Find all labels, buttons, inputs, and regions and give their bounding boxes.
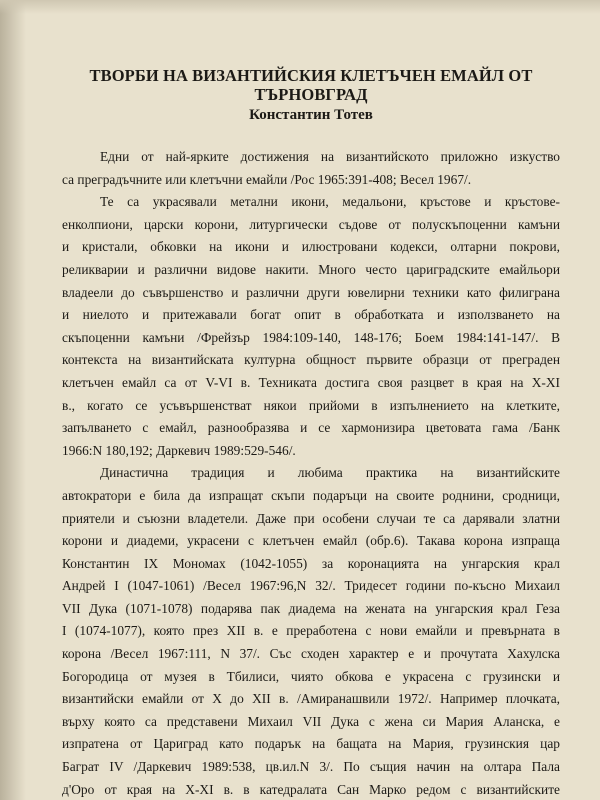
body-line: VII Дука (1071-1078) подарява пак диадема на жената на унгарския крал Геза (62, 600, 560, 616)
body-line: са преградъчните или клетъчни емайли /Рос 1965:391-408; Весел 1967/. (62, 171, 472, 187)
body-line: корона /Весел 1967:111, N 37/. Със сходен характер е и прочутата Хахулска (62, 646, 560, 662)
body-line: енколпиони, царски корони, литургически съдове от полускъпоценни камъни (62, 216, 560, 232)
body-line: Едни от най-ярките достижения на византийското приложно изкуство (100, 149, 560, 164)
body-line: приятели и съюзни владетели. Даже при особени случаи те са дарявали златни (62, 510, 560, 526)
body-line: Константин IX Мономах (1042-1055) за коронацията на унгарския крал (62, 555, 560, 571)
article-title-line-2: ТЪРНОВГРАД (254, 85, 368, 104)
body-line: скъпоценни камъни /Фрейзър 1984:109-140, 148-176; Боем 1984:141-147/. В (62, 329, 560, 345)
body-line: и кристали, обковки на икони и илюстровани кодекси, олтарни покрови, (62, 239, 560, 255)
body-line: Те са украсявали метални икони, медальони, кръстове и кръстове- (100, 194, 560, 210)
body-line: 1966:N 180,192; Даркевич 1989:529-546/. (62, 442, 296, 458)
body-line: д'Оро от края на X-XI в. в катедралата Сан Марко редом с византийските (62, 781, 560, 797)
page-top-shadow (0, 0, 600, 14)
article-title (62, 66, 560, 104)
body-line: владеели до съвършенство и различни други ювелирни техники като филиграна (62, 284, 560, 300)
body-line: и ниелото и притежавали богат опит в обработката и използването на (62, 307, 560, 323)
body-line: реликварии и различни видове накити. Много често цариградските емайльори (62, 261, 560, 277)
article-title-line-1: ТВОРБИ НА ВИЗАНТИЙСКИЯ КЛЕТЪЧЕН ЕМАЙЛ ОТ (89, 66, 533, 85)
body-line: византийски емайли от X до XII в. /Амиранашвили 1972/. Например плочката, (62, 691, 560, 707)
body-line: изпратена от Цариград като подарък на бащата на Мария, грузинския цар (62, 736, 560, 752)
body-line: Баграт IV /Даркевич 1989:538, цв.ил.N 3/. По същия начин на олтара Пала (62, 759, 560, 775)
body-line: автократори е била да изпращат скъпи подаръци на своите роднини, сродници, (62, 487, 560, 503)
body-line: върху която са представени Михаил VII Дука с жена си Мария Аланска, е (62, 713, 560, 729)
body-line: корони и диадеми, украсени с клетъчен емайл (обр.6). Такава корона изпраща (62, 533, 560, 549)
body-line: клетъчен емайл са от V-VI в. Техниката достига своя разцвет в края на X-XI (62, 374, 560, 390)
body-line: контекста на византийската културна общност първите образци от преграден (62, 352, 560, 368)
body-line: в., когато се усъвършенстват някои прийоми в изпълнението на клетките, (62, 397, 560, 413)
body-line: I (1074-1077), която през XII в. е преработена с нови емайли и превърната в (62, 623, 560, 639)
page-edge-shadow (0, 0, 26, 800)
article-author: Константин Тотев (249, 107, 373, 123)
body-line: Богородица от музея в Тбилиси, чиято обкова е украсена с грузински и (62, 668, 560, 684)
body-line: запълването с емайл, разнообразява и се хармонизира цветовата гама /Банк (62, 420, 560, 436)
body-line: Династична традиция и любима практика на византийските (100, 465, 560, 481)
body-line: Андрей I (1047-1061) /Весел 1967:96,N 32/. Тридесет години по-късно Михаил (62, 578, 560, 594)
article-body (62, 146, 560, 800)
